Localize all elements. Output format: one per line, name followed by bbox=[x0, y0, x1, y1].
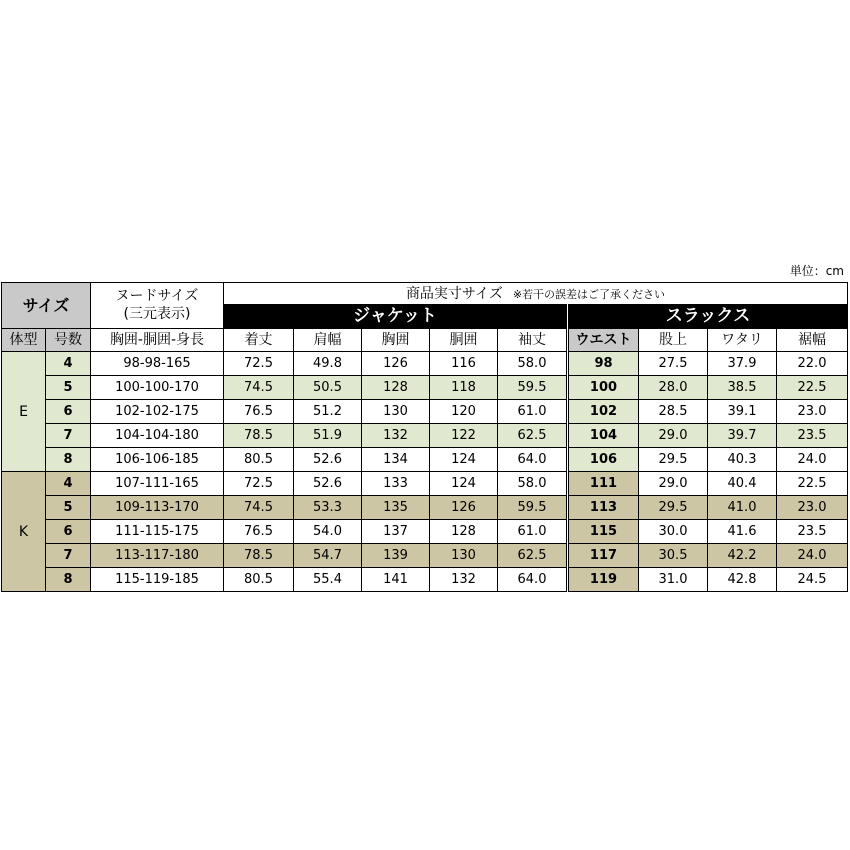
slacks-value-cell: 40.4 bbox=[708, 472, 777, 496]
jacket-value-cell: 58.0 bbox=[498, 472, 568, 496]
jacket-value-cell: 141 bbox=[362, 568, 430, 592]
nude-cols-header: 胸囲-胴囲-身長 bbox=[91, 329, 224, 352]
nude-size-title: ヌードサイズ bbox=[115, 288, 199, 304]
table-row bbox=[2, 448, 848, 472]
waist-cell: 106 bbox=[568, 448, 639, 472]
unit-label: 単位：cm bbox=[789, 264, 844, 278]
jacket-value-cell: 58.0 bbox=[498, 352, 568, 376]
table-row bbox=[2, 424, 848, 448]
jacket-value-cell: 61.0 bbox=[498, 520, 568, 544]
number-header: 号数 bbox=[46, 329, 91, 352]
jacket-value-cell: 52.6 bbox=[294, 472, 362, 496]
size-header: サイズ bbox=[2, 283, 91, 329]
waist-cell: 117 bbox=[568, 544, 639, 568]
jacket-value-cell: 78.5 bbox=[224, 544, 294, 568]
waist-cell: 111 bbox=[568, 472, 639, 496]
jacket-value-cell: 116 bbox=[430, 352, 498, 376]
table-row bbox=[2, 568, 848, 592]
slacks-col-rise: 股上 bbox=[639, 329, 708, 352]
jacket-value-cell: 118 bbox=[430, 376, 498, 400]
waist-cell: 119 bbox=[568, 568, 639, 592]
nude-size-cell: 100-100-170 bbox=[91, 376, 224, 400]
slacks-header: スラックス bbox=[568, 305, 848, 329]
nude-size-cell: 107-111-165 bbox=[91, 472, 224, 496]
number-cell: 8 bbox=[46, 568, 91, 592]
jacket-value-cell: 52.6 bbox=[294, 448, 362, 472]
waist-cell: 115 bbox=[568, 520, 639, 544]
jacket-value-cell: 130 bbox=[430, 544, 498, 568]
jacket-col-sleeve: 袖丈 bbox=[498, 329, 568, 352]
body-type-header: 体型 bbox=[2, 329, 46, 352]
nude-size-subtitle: (三元表示) bbox=[123, 305, 191, 322]
table-row bbox=[2, 472, 848, 496]
table-row bbox=[2, 352, 848, 376]
waist-cell: 113 bbox=[568, 496, 639, 520]
jacket-col-length: 着丈 bbox=[224, 329, 294, 352]
nude-size-cell: 113-117-180 bbox=[91, 544, 224, 568]
table-row bbox=[2, 400, 848, 424]
jacket-value-cell: 72.5 bbox=[224, 352, 294, 376]
jacket-value-cell: 53.3 bbox=[294, 496, 362, 520]
nude-size-cell: 104-104-180 bbox=[91, 424, 224, 448]
slacks-value-cell: 29.0 bbox=[639, 472, 708, 496]
slacks-value-cell: 23.0 bbox=[777, 400, 848, 424]
number-cell: 8 bbox=[46, 448, 91, 472]
slacks-value-cell: 38.5 bbox=[708, 376, 777, 400]
jacket-value-cell: 135 bbox=[362, 496, 430, 520]
jacket-value-cell: 72.5 bbox=[224, 472, 294, 496]
jacket-value-cell: 128 bbox=[362, 376, 430, 400]
slacks-value-cell: 22.0 bbox=[777, 352, 848, 376]
number-cell: 7 bbox=[46, 424, 91, 448]
jacket-value-cell: 74.5 bbox=[224, 376, 294, 400]
slacks-value-cell: 24.0 bbox=[777, 544, 848, 568]
product-size-header bbox=[224, 283, 848, 305]
slacks-value-cell: 40.3 bbox=[708, 448, 777, 472]
slacks-value-cell: 42.8 bbox=[708, 568, 777, 592]
jacket-header: ジャケット bbox=[224, 305, 568, 329]
jacket-value-cell: 128 bbox=[430, 520, 498, 544]
slacks-value-cell: 30.5 bbox=[639, 544, 708, 568]
slacks-value-cell: 24.0 bbox=[777, 448, 848, 472]
jacket-col-shoulder: 肩幅 bbox=[294, 329, 362, 352]
jacket-value-cell: 139 bbox=[362, 544, 430, 568]
slacks-value-cell: 27.5 bbox=[639, 352, 708, 376]
nude-size-cell: 115-119-185 bbox=[91, 568, 224, 592]
jacket-value-cell: 74.5 bbox=[224, 496, 294, 520]
jacket-value-cell: 126 bbox=[362, 352, 430, 376]
jacket-value-cell: 59.5 bbox=[498, 496, 568, 520]
jacket-value-cell: 54.0 bbox=[294, 520, 362, 544]
jacket-value-cell: 62.5 bbox=[498, 424, 568, 448]
slacks-value-cell: 23.5 bbox=[777, 424, 848, 448]
slacks-col-hem: 裾幅 bbox=[777, 329, 848, 352]
product-size-note: ※若干の誤差はご了承ください bbox=[512, 287, 666, 301]
table-row bbox=[2, 376, 848, 400]
number-cell: 6 bbox=[46, 520, 91, 544]
slacks-value-cell: 39.7 bbox=[708, 424, 777, 448]
jacket-value-cell: 122 bbox=[430, 424, 498, 448]
jacket-value-cell: 61.0 bbox=[498, 400, 568, 424]
jacket-value-cell: 137 bbox=[362, 520, 430, 544]
product-size-title: 商品実寸サイズ bbox=[405, 285, 503, 302]
jacket-value-cell: 80.5 bbox=[224, 448, 294, 472]
jacket-value-cell: 54.7 bbox=[294, 544, 362, 568]
slacks-value-cell: 22.5 bbox=[777, 472, 848, 496]
number-cell: 4 bbox=[46, 472, 91, 496]
nude-size-cell: 109-113-170 bbox=[91, 496, 224, 520]
waist-cell: 100 bbox=[568, 376, 639, 400]
waist-header: ウエスト bbox=[568, 329, 639, 352]
number-cell: 5 bbox=[46, 376, 91, 400]
number-cell: 6 bbox=[46, 400, 91, 424]
jacket-value-cell: 76.5 bbox=[224, 400, 294, 424]
slacks-value-cell: 30.0 bbox=[639, 520, 708, 544]
slacks-value-cell: 28.5 bbox=[639, 400, 708, 424]
slacks-value-cell: 29.5 bbox=[639, 496, 708, 520]
jacket-value-cell: 76.5 bbox=[224, 520, 294, 544]
body-type-cell: E bbox=[2, 352, 46, 472]
slacks-value-cell: 31.0 bbox=[639, 568, 708, 592]
jacket-value-cell: 124 bbox=[430, 448, 498, 472]
jacket-value-cell: 130 bbox=[362, 400, 430, 424]
table-row bbox=[2, 544, 848, 568]
slacks-value-cell: 39.1 bbox=[708, 400, 777, 424]
slacks-col-thigh: ワタリ bbox=[708, 329, 777, 352]
jacket-value-cell: 59.5 bbox=[498, 376, 568, 400]
jacket-value-cell: 62.5 bbox=[498, 544, 568, 568]
slacks-value-cell: 24.5 bbox=[777, 568, 848, 592]
jacket-value-cell: 64.0 bbox=[498, 568, 568, 592]
jacket-value-cell: 120 bbox=[430, 400, 498, 424]
jacket-value-cell: 51.9 bbox=[294, 424, 362, 448]
number-cell: 7 bbox=[46, 544, 91, 568]
nude-size-cell: 111-115-175 bbox=[91, 520, 224, 544]
jacket-col-chest: 胸囲 bbox=[362, 329, 430, 352]
slacks-value-cell: 29.5 bbox=[639, 448, 708, 472]
table-row bbox=[2, 496, 848, 520]
waist-cell: 102 bbox=[568, 400, 639, 424]
slacks-value-cell: 23.0 bbox=[777, 496, 848, 520]
jacket-value-cell: 132 bbox=[362, 424, 430, 448]
jacket-value-cell: 80.5 bbox=[224, 568, 294, 592]
nude-size-cell: 106-106-185 bbox=[91, 448, 224, 472]
nude-size-cell: 98-98-165 bbox=[91, 352, 224, 376]
number-cell: 5 bbox=[46, 496, 91, 520]
slacks-value-cell: 29.0 bbox=[639, 424, 708, 448]
jacket-value-cell: 49.8 bbox=[294, 352, 362, 376]
jacket-value-cell: 64.0 bbox=[498, 448, 568, 472]
number-cell: 4 bbox=[46, 352, 91, 376]
jacket-value-cell: 78.5 bbox=[224, 424, 294, 448]
slacks-value-cell: 22.5 bbox=[777, 376, 848, 400]
waist-cell: 104 bbox=[568, 424, 639, 448]
slacks-value-cell: 23.5 bbox=[777, 520, 848, 544]
body-type-cell: K bbox=[2, 472, 46, 592]
slacks-value-cell: 42.2 bbox=[708, 544, 777, 568]
jacket-value-cell: 124 bbox=[430, 472, 498, 496]
slacks-value-cell: 41.6 bbox=[708, 520, 777, 544]
jacket-value-cell: 134 bbox=[362, 448, 430, 472]
table-row bbox=[2, 520, 848, 544]
nude-size-header bbox=[91, 283, 224, 329]
jacket-value-cell: 50.5 bbox=[294, 376, 362, 400]
waist-cell: 98 bbox=[568, 352, 639, 376]
size-chart-table bbox=[1, 282, 848, 592]
jacket-value-cell: 51.2 bbox=[294, 400, 362, 424]
jacket-value-cell: 55.4 bbox=[294, 568, 362, 592]
jacket-value-cell: 126 bbox=[430, 496, 498, 520]
slacks-value-cell: 28.0 bbox=[639, 376, 708, 400]
slacks-value-cell: 37.9 bbox=[708, 352, 777, 376]
jacket-value-cell: 133 bbox=[362, 472, 430, 496]
jacket-col-waist: 胴囲 bbox=[430, 329, 498, 352]
jacket-value-cell: 132 bbox=[430, 568, 498, 592]
nude-size-cell: 102-102-175 bbox=[91, 400, 224, 424]
slacks-value-cell: 41.0 bbox=[708, 496, 777, 520]
